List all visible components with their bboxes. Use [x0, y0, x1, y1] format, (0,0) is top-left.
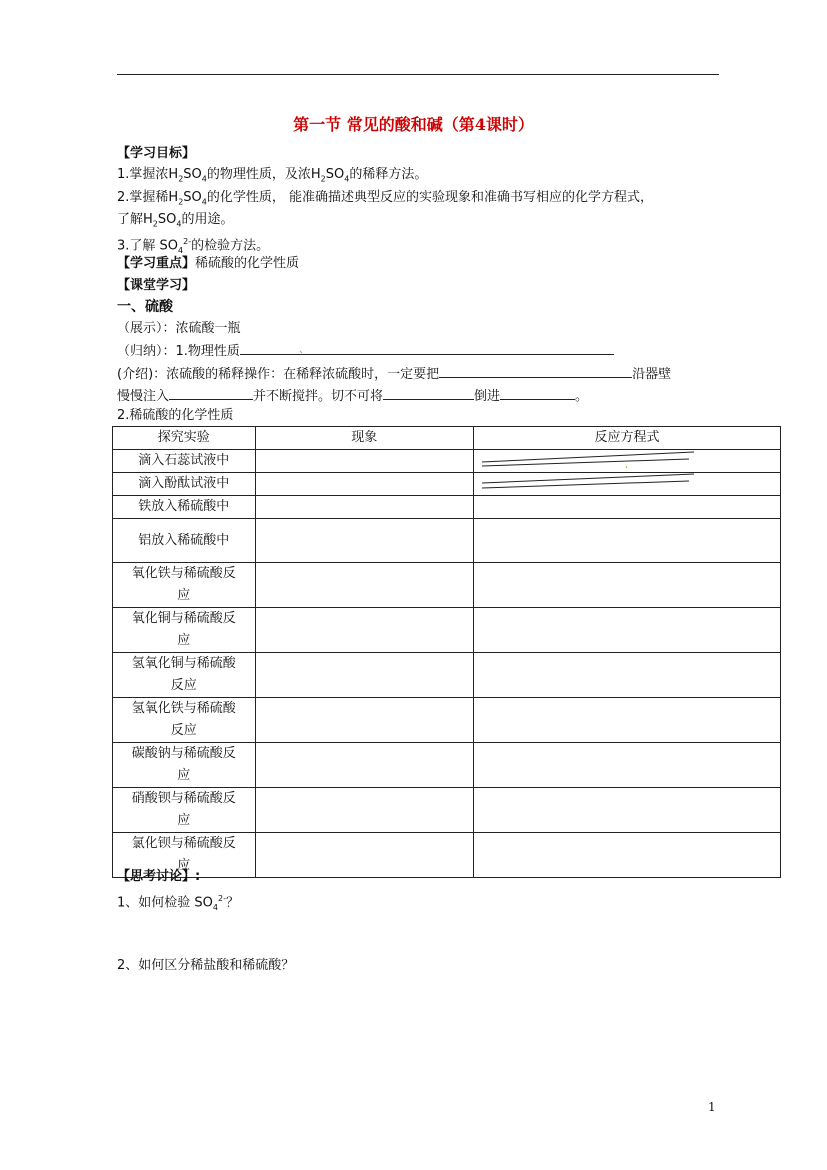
table-row: 氢氧化铁与稀硫酸 反应	[113, 698, 781, 743]
cell-equation[interactable]	[473, 743, 780, 788]
cell-equation[interactable]	[473, 788, 780, 833]
cell-phenomenon[interactable]	[255, 653, 473, 698]
cell-phenomenon[interactable]	[255, 519, 473, 563]
discuss-heading: 【思考讨论】:	[117, 869, 201, 884]
header-rule	[117, 74, 719, 75]
class-heading: 【课堂学习】	[117, 278, 196, 293]
table-row: 氯化钡与稀硫酸反 应	[113, 833, 781, 878]
cell-phenomenon[interactable]	[255, 833, 473, 878]
summary-line: （归纳）：1.物理性质	[117, 341, 614, 360]
cell-phenomenon[interactable]	[255, 450, 473, 473]
table-header-row	[113, 427, 781, 450]
table-row: 铁放入稀硫酸中	[113, 496, 781, 519]
cell-equation[interactable]	[473, 496, 780, 519]
cell-equation[interactable]	[473, 563, 780, 608]
blank-2[interactable]	[169, 386, 253, 400]
focus-line: 【学习重点】稀硫酸的化学性质	[117, 256, 300, 271]
header-phenomenon: 现象	[255, 427, 473, 450]
goals-heading: 【学习目标】	[117, 146, 196, 161]
cell-phenomenon[interactable]	[255, 788, 473, 833]
intro-line-2: 慢慢注入 并不断搅拌。切不可将 倒进 。	[117, 386, 588, 405]
cell-equation[interactable]	[473, 698, 780, 743]
chem-props-title: 2.稀硫酸的化学性质	[117, 408, 234, 423]
blank-4[interactable]	[500, 386, 575, 400]
cell-equation[interactable]	[473, 608, 780, 653]
table-row: 铝放入稀硫酸中	[113, 519, 781, 563]
table-row: 氧化铁与稀硫酸反 应	[113, 563, 781, 608]
intro-line: (介绍)：浓硫酸的稀释操作：在稀释浓硫酸时，一定要把 沿器壁	[117, 364, 671, 383]
cell-equation[interactable]	[473, 653, 780, 698]
header-equation: 反应方程式	[473, 427, 780, 450]
goal-2: 2.掌握稀$H_2SO_4$的化学性质， 能准确描述典型反应的实验现象和准确书写相应的化学方程式，	[117, 190, 653, 207]
page-number: 1	[708, 1100, 716, 1114]
cell-phenomenon[interactable]	[255, 743, 473, 788]
cell-phenomenon[interactable]	[255, 473, 473, 496]
goal-2-cont: 了解$H_2SO_4$的用途。	[117, 212, 234, 229]
cell-phenomenon[interactable]	[255, 608, 473, 653]
blank-3[interactable]	[383, 386, 474, 400]
table-row: 氧化铜与稀硫酸反 应	[113, 608, 781, 653]
table-row: 滴入酚酞试液中	[113, 473, 781, 496]
blank-physical-props[interactable]	[240, 341, 614, 355]
question-2: 2、如何区分稀盐酸和稀硫酸？	[117, 958, 295, 973]
goal-3: 3.了解 $SO_4^{2-}$的检验方法。	[117, 237, 270, 255]
cell-phenomenon[interactable]	[255, 496, 473, 519]
cell-phenomenon[interactable]	[255, 698, 473, 743]
table-row: 氢氧化铜与稀硫酸 反应	[113, 653, 781, 698]
blank-1[interactable]	[439, 364, 632, 378]
table-row: 滴入石蕊试液中	[113, 450, 781, 473]
cell-equation[interactable]	[473, 473, 780, 496]
cell-equation[interactable]	[473, 833, 780, 878]
table-row: 硝酸钡与稀硫酸反 应	[113, 788, 781, 833]
cell-equation[interactable]	[473, 450, 780, 473]
section-sulfuric-acid: 一、硫酸	[117, 299, 173, 315]
page-title: 第一节 常见的酸和碱（第4课时）	[293, 115, 534, 134]
cell-phenomenon[interactable]	[255, 563, 473, 608]
goal-1: 1.掌握浓$H_2SO_4$的物理性质，及浓$H_2SO_4$的稀释方法。	[117, 167, 428, 184]
table-row: 碳酸钠与稀硫酸反 应	[113, 743, 781, 788]
show-line: （展示）：浓硫酸一瓶	[117, 321, 241, 336]
experiment-table	[112, 426, 781, 878]
question-1: 1、如何检验 $SO_4^{2-}$？	[117, 894, 239, 912]
header-experiment: 探究实验	[113, 427, 256, 450]
cell-equation[interactable]	[473, 519, 780, 563]
